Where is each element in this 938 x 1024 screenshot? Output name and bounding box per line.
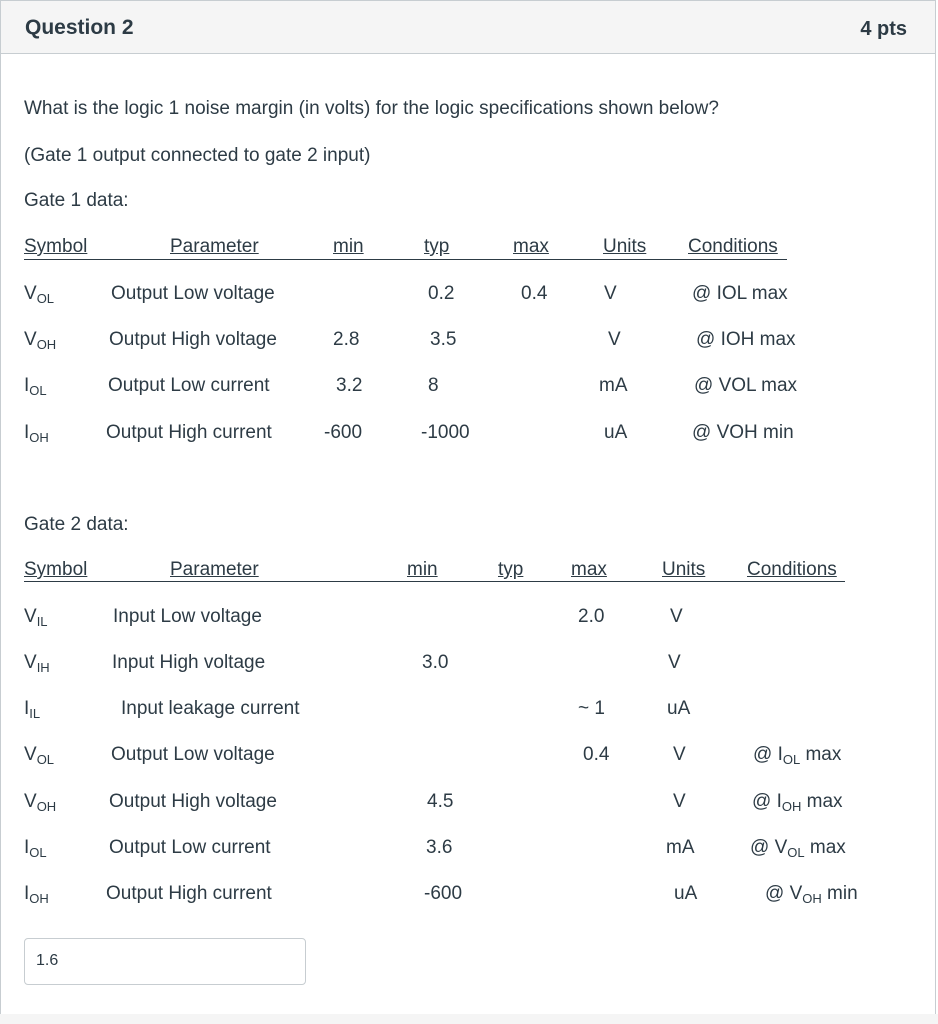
gate2-row3-max: ~ 1	[578, 698, 605, 719]
gate1-header-rule	[24, 259, 787, 260]
gate2-row6-conditions: @ $V_{OL}$ max	[750, 837, 846, 860]
gate2-row7-min: -600	[424, 883, 463, 904]
gate2-row4-symbol: $V_{OL}$	[24, 744, 55, 767]
gate1-row3-min: 3.2	[336, 375, 363, 396]
gate2-header-max: max	[571, 559, 607, 580]
gate2-row7-units: uA	[674, 883, 698, 904]
question-note: (Gate 1 output connected to gate 2 input)	[24, 145, 371, 166]
gate1-row2-units: V	[608, 329, 621, 350]
gate1-header-parameter: Parameter	[170, 236, 259, 257]
gate1-row2-typ: 3.5	[430, 329, 457, 350]
gate1-row4-symbol: $I_{OH}$	[24, 422, 49, 445]
gate1-row3-parameter: Output Low current	[108, 375, 270, 396]
gate2-row6-symbol: $I_{OL}$	[24, 837, 47, 860]
gate2-header-min: min	[407, 559, 438, 580]
gate1-row2-symbol: $V_{OH}$	[24, 329, 57, 352]
gate2-row1-max: 2.0	[578, 606, 605, 627]
gate2-header-conditions: Conditions	[747, 559, 837, 580]
gate1-header-symbol: Symbol	[24, 236, 88, 257]
gate1-row3-symbol: $I_{OL}$	[24, 375, 47, 398]
question-prompt: What is the logic 1 noise margin (in volts) for the logic specifications shown below?	[24, 98, 719, 119]
gate2-row3-symbol: $I_{IL}$	[24, 698, 41, 721]
gate2-row2-units: V	[668, 652, 681, 673]
gate2-row4-conditions: @ $I_{OL}$ max	[753, 744, 842, 767]
gate2-row6-units: mA	[666, 837, 695, 858]
answer-field[interactable]	[24, 938, 306, 985]
gate2-row7-conditions: @ $V_{OH}$ min	[765, 883, 858, 906]
gate1-row2-parameter: Output High voltage	[109, 329, 277, 350]
gate2-header-symbol: Symbol	[24, 559, 88, 580]
gate1-row4-typ: -1000	[421, 422, 470, 443]
gate2-row1-symbol: $V_{IL}$	[24, 606, 48, 629]
gate2-label: Gate 2 data:	[24, 514, 129, 535]
gate2-row6-parameter: Output Low current	[109, 837, 271, 858]
gate2-row2-symbol: $V_{IH}$	[24, 652, 50, 675]
question-body	[0, 54, 936, 1024]
gate2-header-parameter: Parameter	[170, 559, 259, 580]
gate1-row4-parameter: Output High current	[106, 422, 272, 443]
gate2-header-typ: typ	[498, 559, 524, 580]
gate2-row4-max: 0.4	[583, 744, 610, 765]
gate2-header-rule	[24, 581, 845, 582]
question-header	[0, 0, 936, 54]
gate1-row1-parameter: Output Low voltage	[111, 283, 275, 304]
gate1-header-typ: typ	[424, 236, 450, 257]
gate2-row1-units: V	[670, 606, 683, 627]
gate2-row4-units: V	[673, 744, 686, 765]
footer-strip	[0, 1014, 938, 1024]
answer-input[interactable]	[36, 952, 296, 970]
gate2-row5-conditions: @ $I_{OH}$ max	[752, 791, 843, 814]
gate1-row2-conditions: @ IOH max	[696, 329, 796, 350]
question-points: 4 pts	[860, 18, 907, 40]
gate1-row3-typ: 8	[428, 375, 439, 396]
gate2-row5-units: V	[673, 791, 686, 812]
gate1-row1-max: 0.4	[521, 283, 548, 304]
gate1-row1-conditions: @ IOL max	[692, 283, 788, 304]
gate2-row6-min: 3.6	[426, 837, 453, 858]
gate2-header-units: Units	[662, 559, 706, 580]
gate1-header-conditions: Conditions	[688, 236, 778, 257]
gate2-row3-parameter: Input leakage current	[121, 698, 300, 719]
gate1-row4-units: uA	[604, 422, 628, 443]
gate1-header-units: Units	[603, 236, 647, 257]
gate1-row3-units: mA	[599, 375, 628, 396]
gate1-row3-conditions: @ VOL max	[694, 375, 798, 396]
gate1-row1-units: V	[604, 283, 617, 304]
gate2-row7-symbol: $I_{OH}$	[24, 883, 49, 906]
gate1-header-max: max	[513, 236, 549, 257]
gate2-row2-min: 3.0	[422, 652, 449, 673]
gate2-row5-symbol: $V_{OH}$	[24, 791, 57, 814]
gate2-row7-parameter: Output High current	[106, 883, 272, 904]
gate2-row4-parameter: Output Low voltage	[111, 744, 275, 765]
gate1-row4-conditions: @ VOH min	[692, 422, 794, 443]
gate1-label: Gate 1 data:	[24, 190, 129, 211]
gate2-row3-units: uA	[667, 698, 691, 719]
gate1-row1-symbol: $V_{OL}$	[24, 283, 55, 306]
gate2-row1-parameter: Input Low voltage	[113, 606, 262, 627]
gate1-row4-min: -600	[324, 422, 363, 443]
gate1-row2-min: 2.8	[333, 329, 360, 350]
question-title: Question 2	[25, 16, 134, 39]
gate1-row1-typ: 0.2	[428, 283, 455, 304]
gate2-row5-parameter: Output High voltage	[109, 791, 277, 812]
gate1-header-min: min	[333, 236, 364, 257]
gate2-row2-parameter: Input High voltage	[112, 652, 266, 673]
gate2-row5-min: 4.5	[427, 791, 454, 812]
